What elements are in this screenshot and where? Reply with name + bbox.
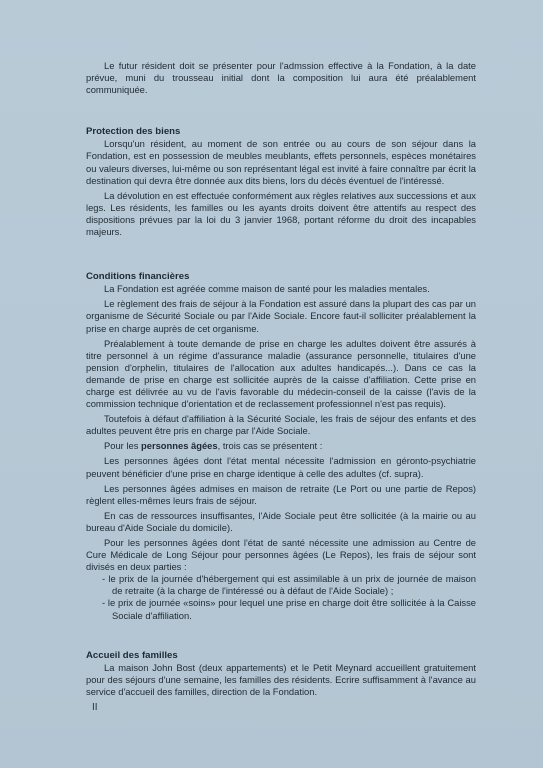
conditions-paragraph-7: Les personnes âgées admises en maison de retraite (Le Port ou une partie de Repos) règlent elles-mêmes leurs frais de séjour. — [86, 482, 476, 506]
conditions-paragraph-1: La Fondation est agréée comme maison de santé pour les maladies mentales. — [104, 283, 430, 295]
conditions-paragraph-4: Toutefois à défaut d'affiliation à la Sécurité Sociale, les frais de séjour des enfants et des adultes peuvent être pris en charge par l'Aide Sociale. — [86, 413, 476, 437]
conditions-paragraph-6: Les personnes âgées dont l'état mental nécessite l'admission en géronto-psychiatrie peuvent bénéficier d'une prise en charge identique à celle des adultes (cf. supra). — [86, 455, 476, 479]
conditions-list-item-1: - le prix de la journée d'hébergement qui est assimilable à un prix de journée de maison de retraite (à la charge de l'intéressé ou à défaut de l'Aide Sociale) ; — [102, 573, 476, 597]
section-heading-protection: Protection des biens — [86, 126, 181, 138]
intro-paragraph: Le futur résident doit se présenter pour l'admssion effective à la Fondation, à la date prévue, muni du trousseau initial dont la composition lui aura été préalablement communiquée. — [86, 60, 476, 96]
conditions-paragraph-5-prefix: Pour les — [104, 440, 141, 452]
conditions-paragraph-5-suffix: , trois cas se présentent : — [217, 440, 323, 452]
accueil-paragraph-1: La maison John Bost (deux appartements) et le Petit Meynard accueillent gratuitement pour des séjours d'une semaine, les familles des résidents. Ecrire suffisamment à l'avance au service d'accueil des familles, direction de la Fondation. — [86, 661, 476, 697]
section-heading-conditions: Conditions financières — [86, 271, 190, 283]
protection-paragraph-2: La dévolution en est effectuée conformément aux règles relatives aux successions et aux legs. Les résidents, les familles ou les ayants droits doivent être attentifs au respect des dispositions prévues par la loi du 3 janvier 1968, portant réforme du droit des incapables majeurs. — [86, 189, 476, 238]
page-body — [86, 60, 476, 698]
elderly-persons-emphasis: personnes âgées — [141, 440, 218, 452]
conditions-paragraph-8: En cas de ressources insuffisantes, l'Aide Sociale peut être sollicitée (à la mairie ou au bureau d'Aide Sociale du domicile). — [86, 509, 476, 533]
section-heading-accueil: Accueil des familles — [86, 649, 178, 661]
conditions-paragraph-5 — [86, 440, 476, 452]
conditions-paragraph-9: Pour les personnes âgées dont l'état de santé nécessite une admission au Centre de Cure Médicale de Long Séjour pour personnes âgées (Le Repos), les frais de séjour sont divisés en deux parties : — [86, 537, 476, 573]
page-number: II — [92, 702, 98, 713]
protection-paragraph-1: Lorsqu'un résident, au moment de son entrée ou au cours de son séjour dans la Fondation, est en possession de meubles meublants, effets personnels, espèces monétaires ou valeurs diverses, lui-même ou son représentant légal est invité à faire connaître par écrit la destination qui devra être donnée aux dits biens, lors du décès éventuel de l'intéressé. — [86, 138, 476, 186]
conditions-paragraph-3: Préalablement à toute demande de prise en charge les adultes doivent être assurés à titre personnel à un régime d'assurance maladie (assurance personnelle, titulaires d'une pension d'orphelin, titulaires de l'allocation aux adultes handicapés...). Dans ce cas la demande de prise en charge est sollicitée auprès de la caisse d'affiliation. Cette prise en charge est délivrée au vu de l'avis favorable du médecin-conseil de la caisse (l'avis de la commission technique d'orientation et de reclassement professionnel n'est pas requis). — [86, 337, 476, 410]
conditions-paragraph-2: Le règlement des frais de séjour à la Fondation est assuré dans la plupart des cas par un organisme de Sécurité Sociale ou par l'Aide Sociale. Encore faut-il solliciter préalablement la prise en charge auprès de cet organisme. — [86, 298, 476, 334]
conditions-list-item-2: - le prix de journée «soins» pour lequel une prise en charge doit être sollicitée à la Caisse Sociale d'affiliation. — [102, 597, 476, 621]
